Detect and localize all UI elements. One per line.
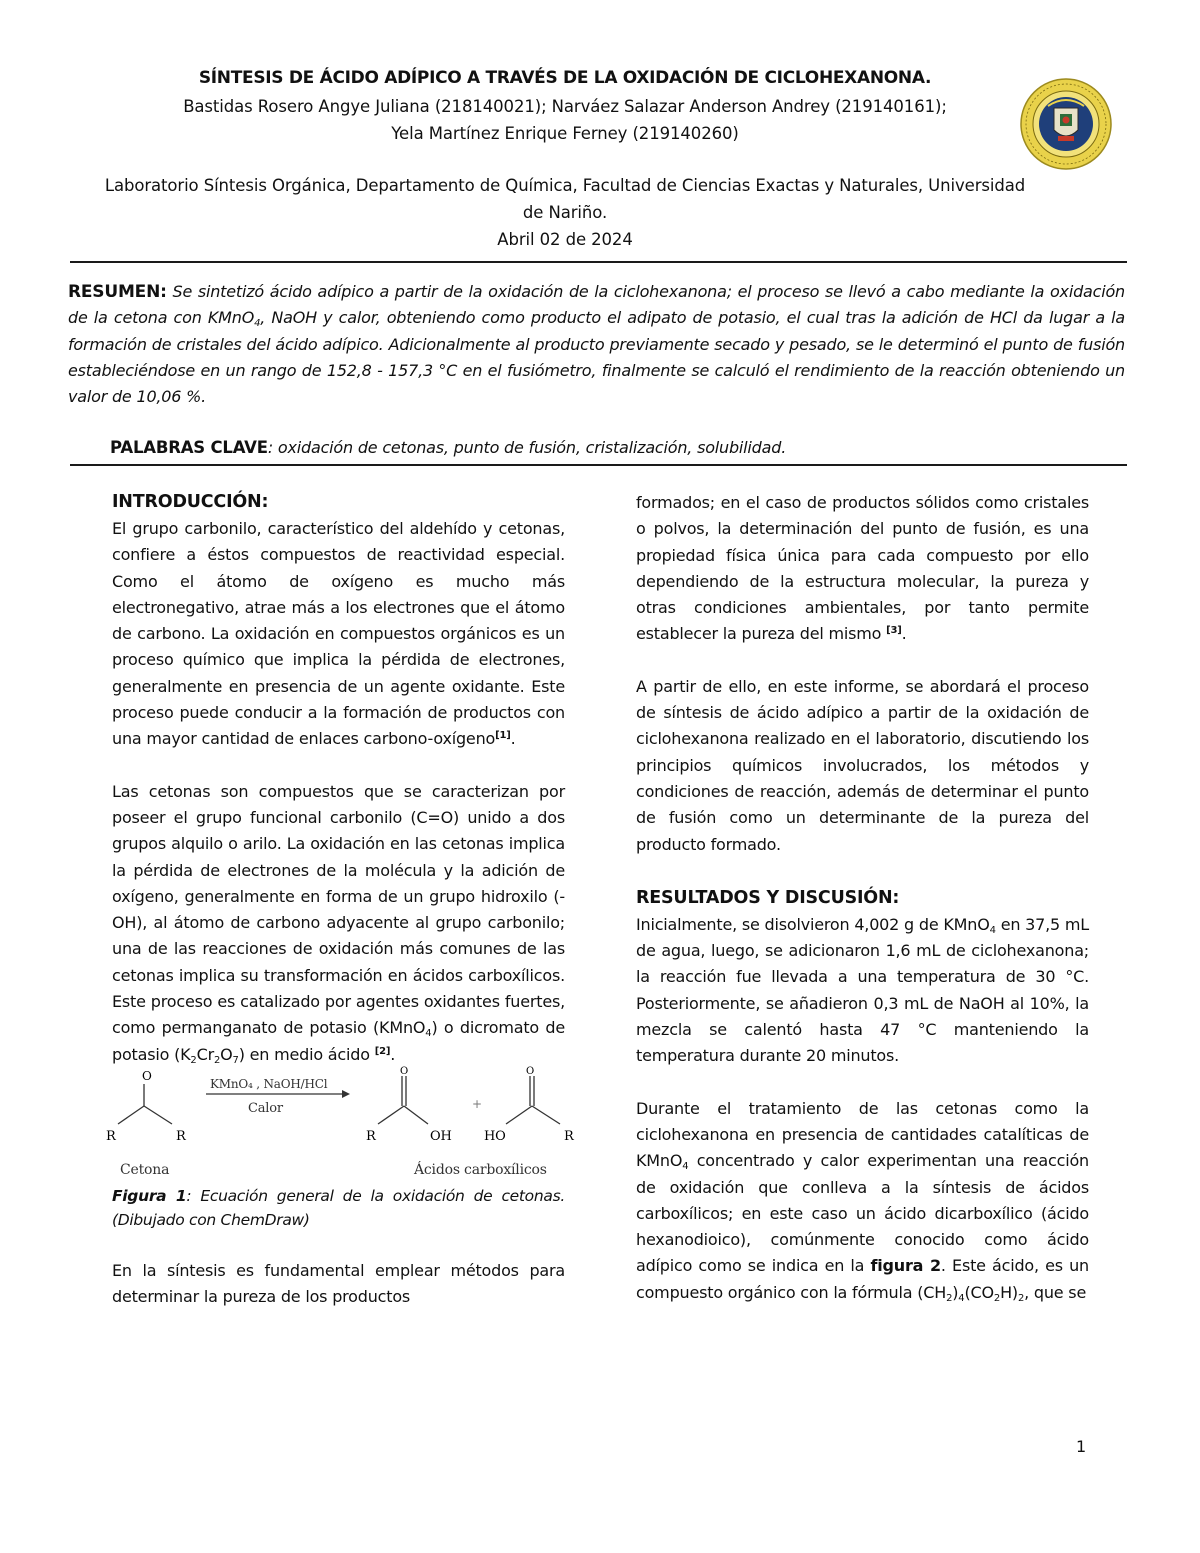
page-number: 1 xyxy=(1076,1437,1087,1456)
acid2-ho: HO xyxy=(484,1128,506,1144)
authors-line-2: Yela Martínez Enrique Ferney (219140260) xyxy=(391,124,739,143)
intro-paragraph-3: En la síntesis es fundamental emplear métodos para determinar la pureza de los productos xyxy=(112,1260,565,1307)
university-seal-icon xyxy=(1020,78,1112,170)
abstract: RESUMEN: Se sintetizó ácido adípico a partir de la oxidación de la ciclohexanona; el proceso se llevó a cabo mediante la oxidación de la cetona con KMnO$_4$, NaOH y calor, obteniendo como producto el adipato de potasio, el cual tras la adición de HCl da lugar a la formación de cristales del ácido adípico. Adicionalmente al producto previamente secado y pesado, se le determinó el punto de fusión estableciéndose en un rango de 152,8 - 157,3 °C en el fusiómetro, finalmente se calculó el rendimiento de la reacción obteniendo un valor de 10,06 %. xyxy=(68,282,1126,407)
acid1-oh: OH xyxy=(430,1128,452,1144)
ketone-label: Cetona xyxy=(120,1161,170,1178)
acid2-oxygen: O xyxy=(526,1065,534,1077)
affiliation-line-2: de Nariño. xyxy=(522,203,608,222)
abstract-text: Se sintetizó ácido adípico a partir de la oxidación de la ciclohexanona; el proceso se llevó a cabo mediante la oxidación de la cetona con KMnO xyxy=(68,282,1126,328)
left-column xyxy=(106,488,574,1311)
date: Abril 02 de 2024 xyxy=(497,230,633,249)
acid2-r: R xyxy=(564,1128,574,1144)
results-paragraph-2: Durante el tratamiento de las cetonas como la ciclohexanona en presencia de cantidades catalíticas de KMnO$_4$ concentrado y calor experimentan una reacción de oxidación que conlleva a la síntesis de ácidos carboxílicos; en este caso un ácido dicarboxílico (ácido hexanodioico), comúnmente conocido como ácido adípico como se indica en la figura 2. Este ácido, es un compuesto orgánico con la fórmula $(CH_2)_4(CO_2H)_2$, que se xyxy=(636,1098,1089,1304)
reaction-scheme xyxy=(106,1062,584,1180)
right-paragraph-2: A partir de ello, en este informe, se abordará el proceso de síntesis de ácido adípico a partir de la oxidación de ciclohexanona realizado en el laboratorio, discutiendo los principios químicos involucrados, los métodos y condiciones de reacción, además de determinar el punto de fusión como un determinante de la pureza del producto formado. xyxy=(636,676,1089,854)
keywords xyxy=(110,438,786,457)
figure-2-reference: figura 2 xyxy=(870,1256,941,1276)
divider-top xyxy=(70,261,1127,263)
paper-title: SÍNTESIS DE ÁCIDO ADÍPICO A TRAVÉS DE LA OXIDACIÓN DE CICLOHEXANONA. xyxy=(198,68,932,88)
keywords-label: PALABRAS CLAVE xyxy=(110,438,268,457)
authors-line-1: Bastidas Rosero Angye Juliana (218140021); Narváez Salazar Anderson Andrey (219140161); xyxy=(183,97,947,116)
intro-heading: INTRODUCCIÓN: xyxy=(112,492,269,512)
acids-label: Ácidos carboxílicos xyxy=(414,1161,547,1178)
divider-bottom xyxy=(70,464,1127,466)
affiliation-line-1: Laboratorio Síntesis Orgánica, Departamento de Química, Facultad de Ciencias Exactas y Naturales, Universidad xyxy=(104,176,1026,195)
reagents-label: KMnO₄ , NaOH/HCl xyxy=(210,1076,328,1091)
intro-paragraph-1: El grupo carbonilo, característico del aldehído y cetonas, confiere a éstos compuestos de reactividad especial. Como el átomo de oxígeno es mucho más electronegativo, atrae más a los electrones que el átomo de carbono. La oxidación en compuestos orgánicos es un proceso químico que implica la pérdida de electrones, generalmente en presencia de un agente oxidante. Este proceso puede conducir a la formación de productos con una mayor cantidad de enlaces carbono-oxígeno[1]. xyxy=(112,519,565,749)
ketone-r-left: R xyxy=(106,1128,116,1144)
abstract-label: RESUMEN: xyxy=(68,282,167,302)
right-paragraph-1: formados; en el caso de productos sólidos como cristales o polvos, la determinación del punto de fusión, es una propiedad física única para cada compuesto por ello dependiendo de la estructura molecular, la pureza y otras condiciones ambientales, por tanto permite establecer la pureza del mismo [3]. xyxy=(636,493,1089,644)
figure-1-caption: Figura 1: Ecuación general de la oxidación de cetonas. (Dibujado con ChemDraw) xyxy=(112,1186,565,1229)
condition-label: Calor xyxy=(248,1100,283,1116)
intro-paragraph-2: Las cetonas son compuestos que se caracterizan por poseer el grupo funcional carbonilo (C=O) unido a dos grupos alquilo o arilo. La oxidación en las cetonas implica la pérdida de electrones de la molécula y la adición de oxígeno, generalmente en forma de un grupo hidroxilo (-OH), al átomo de carbono adyacente al grupo carbonilo; una de las reacciones de oxidación más comunes de las cetonas implica su transformación en ácidos carboxílicos. Este proceso es catalizado por agentes oxidantes fuertes, como permanganato de potasio (KMnO$_4$) o dicromato de potasio $(K_2Cr_2O_7)$ en medio ácido [2]. xyxy=(112,781,565,1066)
right-column xyxy=(636,490,1089,1306)
results-paragraph-1: Inicialmente, se disolvieron 4,002 g de KMnO$_4$ en 37,5 mL de agua, luego, se adicionaron 1,6 mL de ciclohexanona; la reacción fue llevada a una temperatura de 30 °C. Posteriormente, se añadieron 0,3 mL de NaOH al 10%, la mezcla se calentó hasta 47 °C manteniendo la temperatura durante 20 minutos. xyxy=(636,914,1090,1066)
keywords-text: : oxidación de cetonas, punto de fusión, cristalización, solubilidad. xyxy=(267,438,787,457)
ketone-r-right: R xyxy=(176,1128,186,1144)
plus-sign: + xyxy=(472,1096,482,1111)
acid1-oxygen: O xyxy=(400,1065,408,1077)
acid1-r: R xyxy=(366,1128,376,1144)
results-heading: RESULTADOS Y DISCUSIÓN: xyxy=(636,887,900,908)
ketone-oxygen: O xyxy=(142,1068,152,1083)
